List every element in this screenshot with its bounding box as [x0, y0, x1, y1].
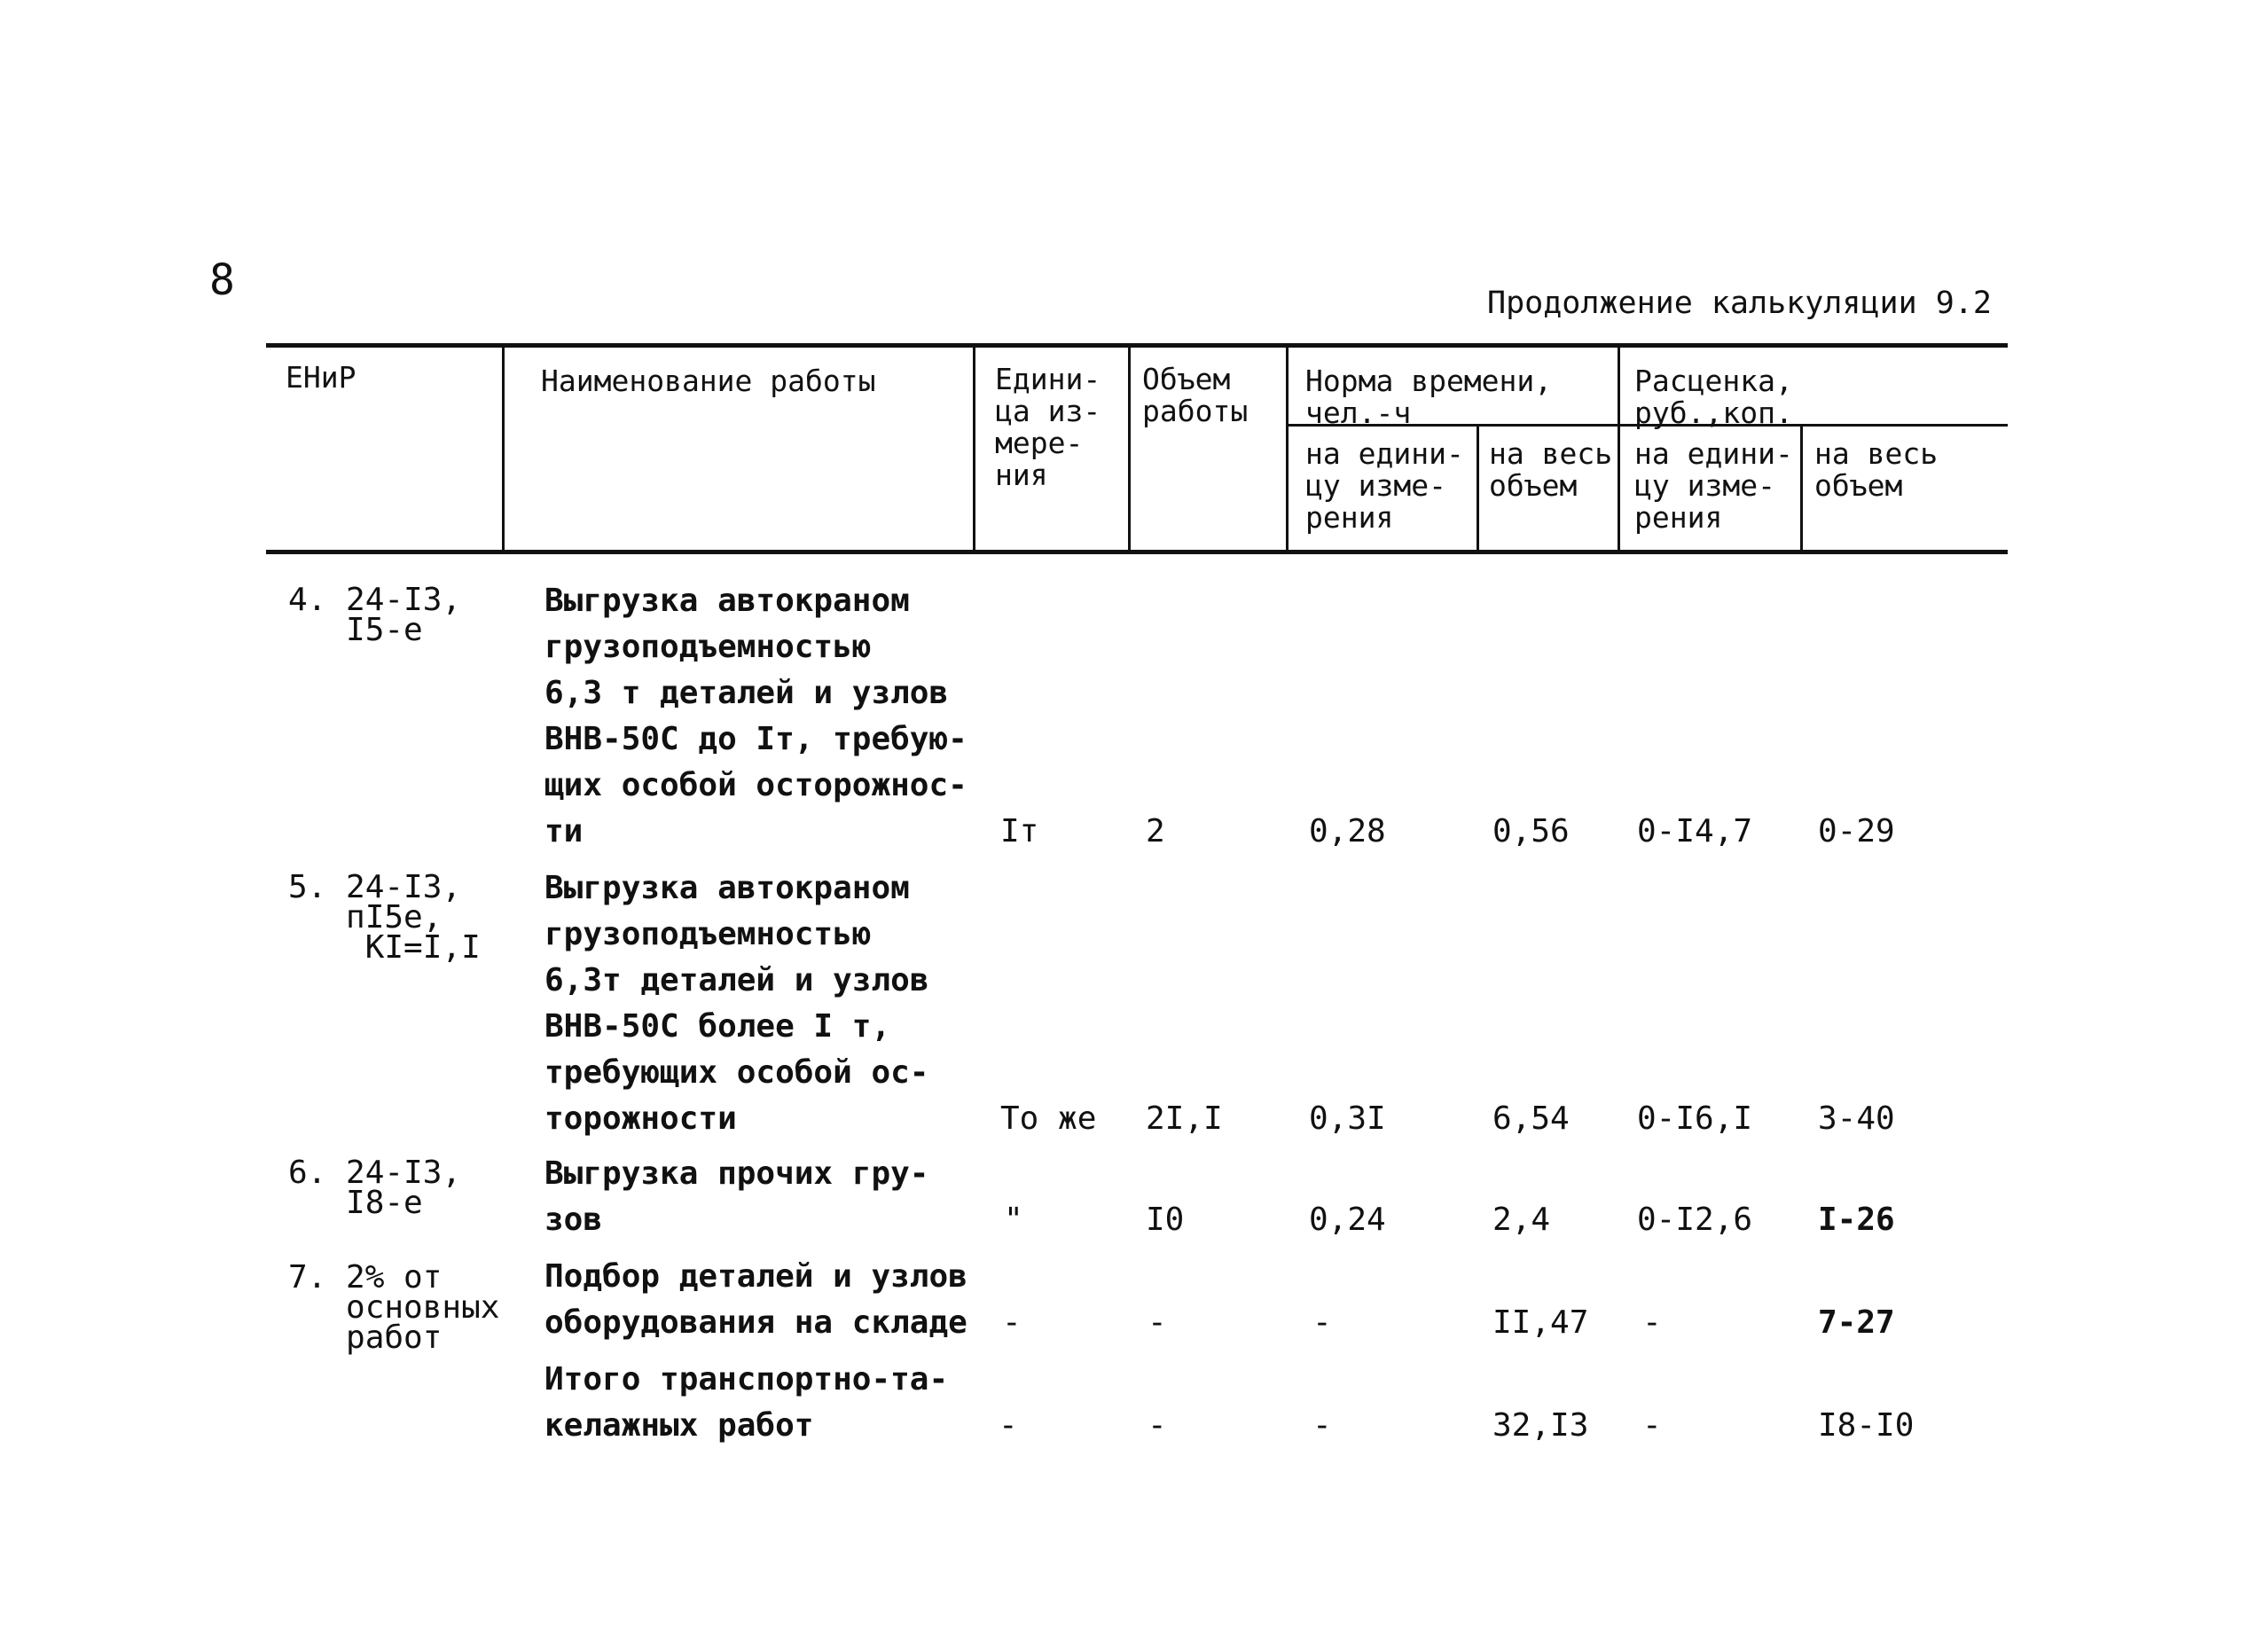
row-4-enir: 4. 24-I3, I5-е	[288, 582, 462, 648]
header-time-norm: Норма времени, чел.-ч	[1305, 364, 1553, 430]
row-5-time-unit: 0,3I	[1309, 1100, 1386, 1137]
row-7-enir: 7. 2% от основных работ	[288, 1259, 500, 1356]
row-4-time-unit: 0,28	[1309, 813, 1386, 849]
row-7-unit: -	[1002, 1304, 1022, 1341]
total-time-unit: -	[1312, 1407, 1332, 1444]
page-number: 8	[209, 255, 235, 305]
row-6-name: Выгрузка прочих гру- зов	[544, 1155, 929, 1238]
col-divider-3	[1128, 345, 1131, 552]
col-divider-7	[1800, 426, 1803, 552]
header-rate-total: на весь объем	[1814, 436, 1939, 503]
row-5-unit: То же	[1000, 1100, 1097, 1137]
row-4-unit: Iт	[1000, 813, 1039, 849]
row-7-volume: -	[1148, 1304, 1167, 1341]
row-7-rate-total: 7-27	[1818, 1304, 1895, 1341]
row-4-name: Выгрузка автокраном грузоподъемностью 6,3 т деталей и узлов ВНВ-50С до Iт, требую- щих особой осторожнос- ти	[544, 583, 967, 849]
total-time-total: 32,I3	[1492, 1407, 1589, 1444]
col-divider-1	[502, 345, 505, 552]
table-top-rule	[266, 343, 2008, 348]
header-name: Наименование работы	[541, 364, 876, 398]
row-5-volume: 2I,I	[1146, 1100, 1223, 1137]
col-divider-2	[973, 345, 975, 552]
header-volume: Объем работы	[1142, 362, 1249, 428]
row-7-name: Подбор деталей и узлов оборудования на складе	[544, 1258, 967, 1341]
total-rate-total: I8-I0	[1818, 1407, 1915, 1444]
header-rate-per-unit: на едини- цу изме- рения	[1634, 436, 1793, 535]
row-6-rate-total: I-26	[1818, 1202, 1895, 1238]
row-7-rate-unit: -	[1642, 1304, 1662, 1341]
row-5-name: Выгрузка автокраном грузоподъемностью 6,3т деталей и узлов ВНВ-50С более I т, требующих особой ос- торожности	[544, 870, 929, 1137]
row-4-rate-unit: 0-I4,7	[1637, 813, 1753, 849]
col-divider-4	[1286, 345, 1289, 552]
header-rate: Расценка, руб.,коп.	[1634, 364, 1793, 430]
row-5-rate-unit: 0-I6,I	[1637, 1100, 1753, 1137]
row-4-time-total: 0,56	[1492, 813, 1570, 849]
header-time-total: на весь объем	[1489, 436, 1613, 503]
row-6-unit: "	[1004, 1202, 1023, 1238]
row-4-rate-total: 0-29	[1818, 813, 1895, 849]
col-divider-6	[1618, 345, 1620, 552]
row-6-enir: 6. 24-I3, I8-е	[288, 1155, 462, 1221]
row-6-time-total: 2,4	[1492, 1202, 1551, 1238]
header-unit: Едини- ца из- мере- ния	[995, 362, 1101, 492]
header-time-per-unit: на едини- цу изме- рения	[1305, 436, 1464, 535]
row-6-volume: I0	[1146, 1202, 1185, 1238]
header-bottom-rule	[266, 550, 2008, 554]
total-name: Итого транспортно-та- келажных работ	[544, 1361, 949, 1444]
total-unit: -	[999, 1407, 1018, 1444]
row-4-volume: 2	[1146, 813, 1165, 849]
row-6-rate-unit: 0-I2,6	[1637, 1202, 1753, 1238]
header-enir: ЕНиР	[286, 360, 356, 395]
row-5-enir: 5. 24-I3, пI5е, KI=I,I	[288, 869, 481, 966]
col-divider-5	[1477, 426, 1479, 552]
continuation-title: Продолжение калькуляции 9.2	[1487, 286, 1992, 321]
total-volume: -	[1148, 1407, 1167, 1444]
total-rate-unit: -	[1642, 1407, 1662, 1444]
row-5-time-total: 6,54	[1492, 1100, 1570, 1137]
row-7-time-unit: -	[1312, 1304, 1332, 1341]
row-7-time-total: II,47	[1492, 1304, 1589, 1341]
row-5-rate-total: 3-40	[1818, 1100, 1895, 1137]
row-6-time-unit: 0,24	[1309, 1202, 1386, 1238]
